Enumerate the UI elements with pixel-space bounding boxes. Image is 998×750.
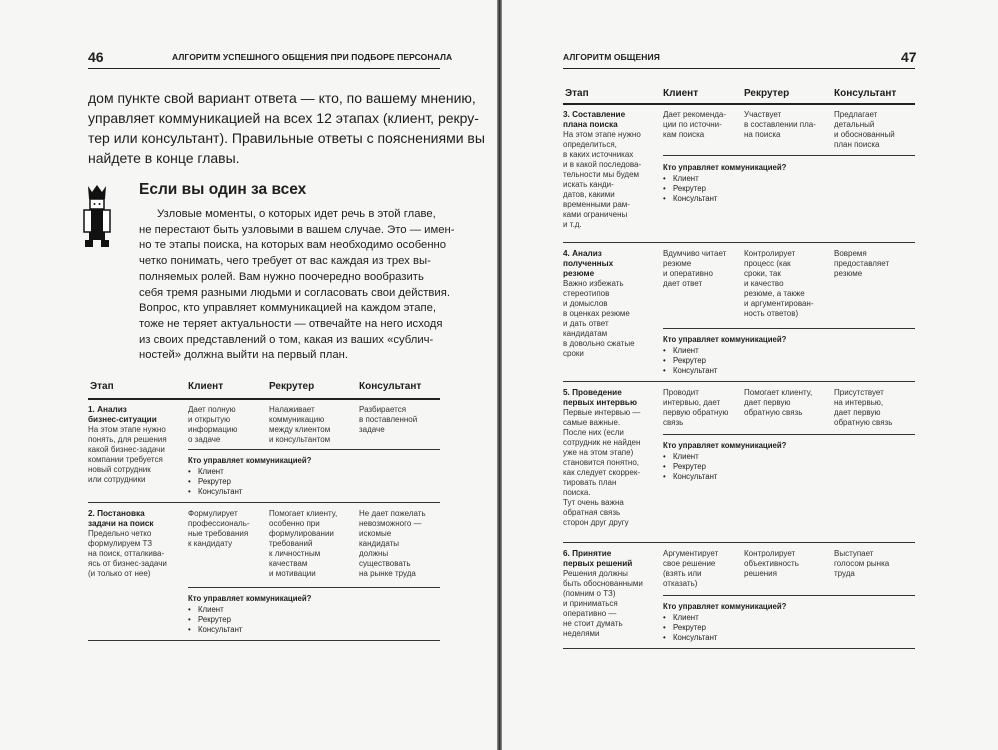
cell-rule xyxy=(663,155,915,156)
who-manages-list xyxy=(663,174,718,204)
sidebar-line: но те этапы поиска, на которых вам необходимо особенно xyxy=(139,239,447,252)
stage-title: 4. Анализ полученных резюме xyxy=(563,249,614,278)
client-cell: Аргументирует свое решение (взять или отказать) xyxy=(663,549,719,588)
consultant-cell: Разбирается в поставленной задаче xyxy=(359,405,418,434)
who-manages-title: Кто управляет коммуникацией? xyxy=(188,456,312,465)
recruiter-cell: Помогает клиенту, дает первую обратную связь xyxy=(744,388,813,417)
col-header-stage: Этап xyxy=(565,88,589,99)
consultant-cell: Предлагает детальный и обоснованный план поиска xyxy=(834,110,895,149)
who-manages-list xyxy=(663,452,718,482)
sidebar-title: Если вы один за всех xyxy=(139,181,307,198)
sidebar-line: Узловые моменты, о которых идет речь в этой главе, xyxy=(157,208,436,220)
header-rule xyxy=(88,68,440,69)
option-consultant: • Консультант xyxy=(663,633,718,643)
stage-description: На этом этапе нужно понять, для решения какой бизнес-задачи компании требуется новый сотрудник или сотрудники xyxy=(88,425,167,484)
cell-rule xyxy=(663,595,915,596)
who-manages-list xyxy=(188,605,243,635)
who-manages-title: Кто управляет коммуникацией? xyxy=(663,602,787,611)
who-manages-title: Кто управляет коммуникацией? xyxy=(663,441,787,450)
stage-description: На этом этапе нужно определиться, в каких источниках и в какой последова- тельности мы будем искать канди- датов, какими временными рам- ками ограничены и т.д. xyxy=(563,130,642,229)
stage-title: 6. Принятие первых решений xyxy=(563,549,633,568)
option-recruiter: • Рекрутер xyxy=(188,615,243,625)
col-header-client: Клиент xyxy=(188,381,224,392)
consultant-cell: Присутствует на интервью, дает первую обратную связь xyxy=(834,388,893,427)
sidebar-line: четко понимать, чего требует от вас каждая из трех вы- xyxy=(139,255,431,268)
row-rule xyxy=(563,542,915,543)
row-rule xyxy=(563,381,915,382)
stage-title: 5. Проведение первых интервью xyxy=(563,388,637,407)
client-cell: Формулирует профессиональ- ные требования к кандидату xyxy=(188,509,250,548)
option-consultant: • Консультант xyxy=(663,472,718,482)
stage-description: Важно избежать стереотипов и домыслов в оценках резюме и дать ответ кандидатам в довольно сжатые сроки xyxy=(563,279,635,358)
header-rule xyxy=(563,103,915,105)
intro-line: дом пункте свой вариант ответа — кто, по вашему мнению, xyxy=(88,90,476,106)
row-rule xyxy=(88,640,440,641)
stage-description: Решения должны быть обоснованными (помним о ТЗ) и приниматься оперативно — не стоит думать неделями xyxy=(563,569,643,638)
page-number: 47 xyxy=(901,49,917,65)
who-manages-list xyxy=(663,346,718,376)
who-manages-title: Кто управляет коммуникацией? xyxy=(663,163,787,172)
who-manages-title: Кто управляет коммуникацией? xyxy=(663,335,787,344)
running-head: АЛГОРИТМ ОБЩЕНИЯ xyxy=(563,52,660,62)
who-manages-list xyxy=(188,467,243,497)
intro-line: найдете в конце главы. xyxy=(88,150,240,166)
king-figure-icon xyxy=(79,183,115,249)
option-consultant: • Консультант xyxy=(188,487,243,497)
col-header-recruiter: Рекрутер xyxy=(744,88,790,99)
page-number: 46 xyxy=(88,49,104,65)
intro-line: тер или консультант). Правильные ответы с пояснениями вы xyxy=(88,130,485,146)
sidebar-line: Вопрос, кто управляет коммуникацией на каждом этапе, xyxy=(139,302,437,315)
option-client: • Клиент xyxy=(663,346,718,356)
stage-title: 1. Анализ бизнес-ситуации xyxy=(88,405,157,424)
cell-rule xyxy=(663,328,915,329)
header-rule xyxy=(563,68,915,69)
intro-line: управляет коммуникацией на всех 12 этапах (клиент, рекру- xyxy=(88,110,479,126)
header-rule xyxy=(88,398,440,400)
client-cell: Дает рекоменда- ции по источни- кам поиска xyxy=(663,110,727,139)
stage-description: Первые интервью — самые важные. После них (если сотрудник не найден уже на этом этапе) становится понятно, как следует скоррек- тировать план поиска. Тут очень важна обратная связь сторон друг другу xyxy=(563,408,641,527)
left-page xyxy=(0,0,497,750)
option-consultant: • Консультант xyxy=(663,194,718,204)
option-consultant: • Консультант xyxy=(188,625,243,635)
option-client: • Клиент xyxy=(188,605,243,615)
sidebar-line: себя тремя разными людьми и согласовать свои действия. xyxy=(139,286,450,299)
client-cell: Проводит интервью, дает первую обратную связь xyxy=(663,388,729,427)
recruiter-cell: Участвует в составлении пла- на поиска xyxy=(744,110,816,139)
col-header-client: Клиент xyxy=(663,88,699,99)
consultant-cell: Выступает голосом рынка труда xyxy=(834,549,890,578)
stage-title: 2. Постановка задачи на поиск xyxy=(88,509,154,528)
sidebar-body xyxy=(139,207,455,364)
option-client: • Клиент xyxy=(663,613,718,623)
who-manages-title: Кто управляет коммуникацией? xyxy=(188,594,312,603)
sidebar-line: полняемых ролей. Вам нужно поочередно вообразить xyxy=(139,270,424,283)
recruiter-cell: Налаживает коммуникацию между клиентом и консультантом xyxy=(269,405,331,444)
option-client: • Клиент xyxy=(663,174,718,184)
option-client: • Клиент xyxy=(663,452,718,462)
sidebar-line: из своих представлений о том, какая из ваших «сублич- xyxy=(139,333,434,346)
row-rule xyxy=(563,648,915,649)
cell-rule xyxy=(663,434,915,435)
option-recruiter: • Рекрутер xyxy=(663,462,718,472)
recruiter-cell: Контролирует объективность решения xyxy=(744,549,799,578)
option-client: • Клиент xyxy=(188,467,243,477)
client-cell: Дает полную и открытую информацию о задаче xyxy=(188,405,238,444)
consultant-cell: Не дает пожелать невозможного — искомые кандидаты должны существовать на рынке труда xyxy=(359,509,426,578)
intro-paragraph xyxy=(88,88,485,168)
option-consultant: • Консультант xyxy=(663,366,718,376)
cell-rule xyxy=(188,587,440,588)
cell-rule xyxy=(188,449,440,450)
col-header-stage: Этап xyxy=(90,381,114,392)
running-head: АЛГОРИТМ УСПЕШНОГО ОБЩЕНИЯ ПРИ ПОДБОРЕ ПЕРСОНАЛА xyxy=(172,52,453,62)
col-header-recruiter: Рекрутер xyxy=(269,381,315,392)
sidebar-line: не перестают быть узловыми в вашем случае. Это — имен- xyxy=(139,223,455,236)
col-header-consultant: Консультант xyxy=(359,381,422,392)
recruiter-cell: Помогает клиенту, особенно при формулировании требований к личностным качествам и мотивации xyxy=(269,509,338,578)
row-rule xyxy=(563,242,915,243)
row-rule xyxy=(88,502,440,503)
option-recruiter: • Рекрутер xyxy=(663,356,718,366)
sidebar-line: ностей» должна выйти на первый план. xyxy=(139,349,349,362)
recruiter-cell: Контролирует процесс (как сроки, так и качество резюме, а также и аргументирован- ность ответов) xyxy=(744,249,814,318)
stage-title: 3. Составление плана поиска xyxy=(563,110,626,129)
right-page xyxy=(502,0,998,750)
who-manages-list xyxy=(663,613,718,643)
sidebar-line: тоже не теряет актуальности — отвечайте на него исходя xyxy=(139,317,443,330)
option-recruiter: • Рекрутер xyxy=(663,184,718,194)
option-recruiter: • Рекрутер xyxy=(188,477,243,487)
stage-description: Предельно четко формулируем ТЗ на поиск, отталкива- ясь от бизнес-задачи (и только от нее) xyxy=(88,529,167,578)
consultant-cell: Вовремя предоставляет резюме xyxy=(834,249,890,278)
col-header-consultant: Консультант xyxy=(834,88,897,99)
option-recruiter: • Рекрутер xyxy=(663,623,718,633)
client-cell: Вдумчиво читает резюме и оперативно дает ответ xyxy=(663,249,727,288)
